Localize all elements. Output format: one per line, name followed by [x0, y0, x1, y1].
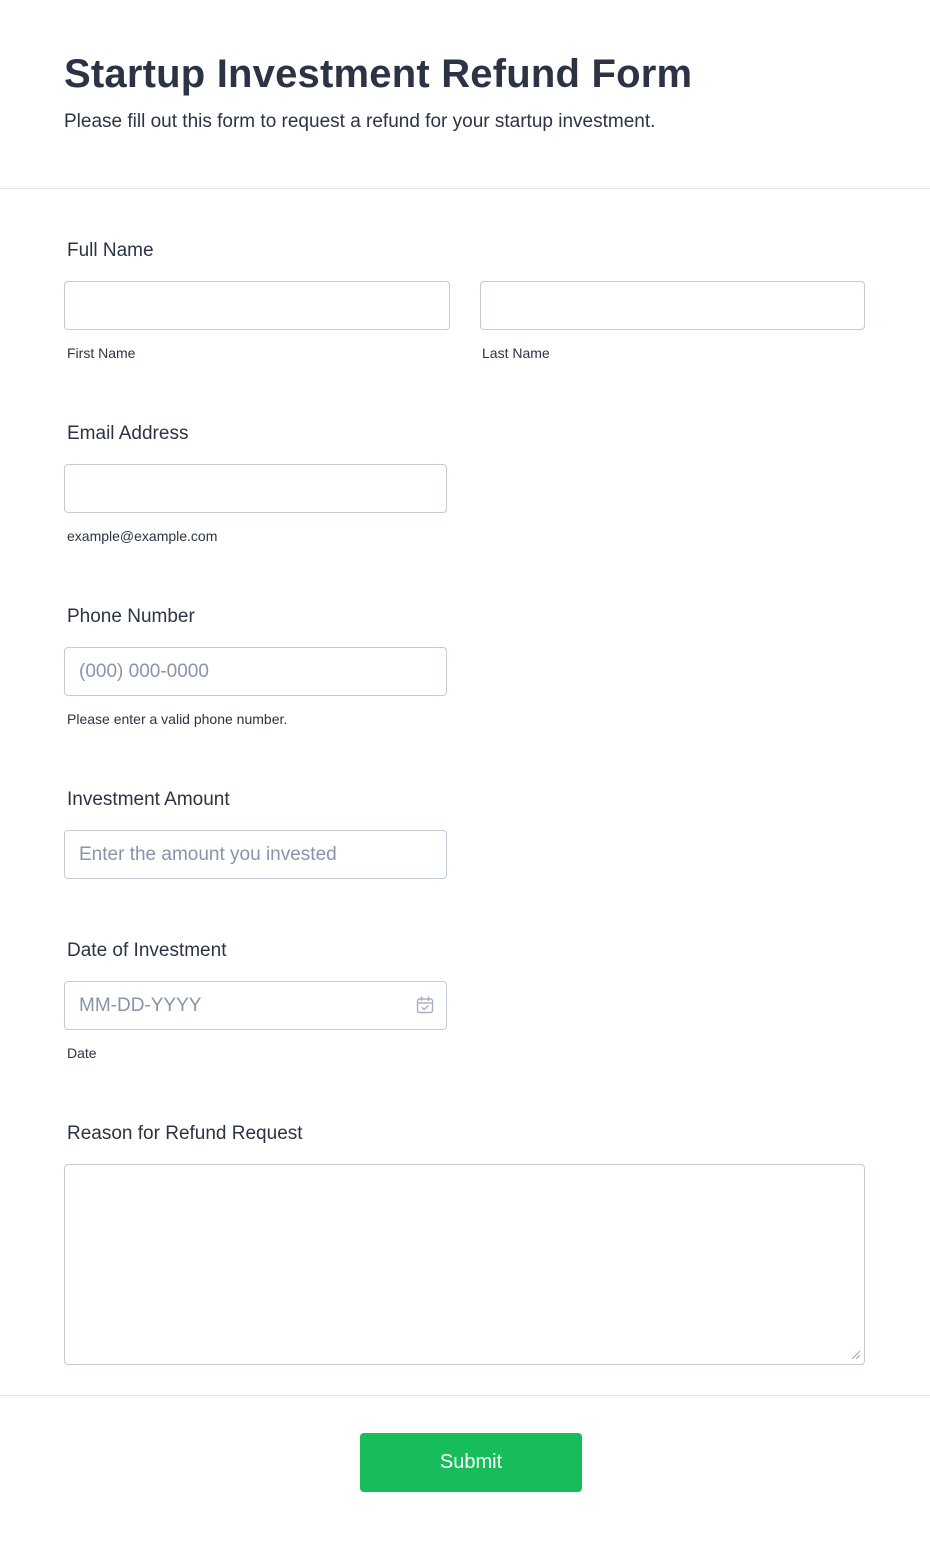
amount-input[interactable] [64, 830, 447, 879]
form-header [0, 0, 930, 189]
date-sublabel: Date [67, 1045, 97, 1061]
first-name-input[interactable] [64, 281, 450, 330]
first-name-sublabel: First Name [67, 345, 136, 361]
date-field [64, 981, 447, 1030]
full-name-label: Full Name [67, 240, 154, 261]
phone-label: Phone Number [67, 606, 195, 627]
phone-sublabel: Please enter a valid phone number. [67, 711, 288, 727]
date-label: Date of Investment [67, 940, 227, 961]
reason-label: Reason for Refund Request [67, 1123, 303, 1144]
form-title: Startup Investment Refund Form [64, 52, 693, 96]
email-label: Email Address [67, 423, 189, 444]
form-subtitle: Please fill out this form to request a refund for your startup investment. [64, 111, 656, 132]
calendar-icon[interactable] [416, 996, 434, 1014]
email-sublabel: example@example.com [67, 528, 218, 544]
amount-label: Investment Amount [67, 789, 230, 810]
date-input[interactable] [64, 981, 447, 1030]
submit-button[interactable]: Submit [360, 1433, 582, 1492]
phone-input[interactable] [64, 647, 447, 696]
resize-handle-icon[interactable] [849, 1348, 861, 1360]
last-name-sublabel: Last Name [482, 345, 550, 361]
email-input[interactable] [64, 464, 447, 513]
reason-textarea[interactable] [64, 1164, 865, 1365]
footer-divider [0, 1395, 930, 1396]
last-name-input[interactable] [480, 281, 865, 330]
